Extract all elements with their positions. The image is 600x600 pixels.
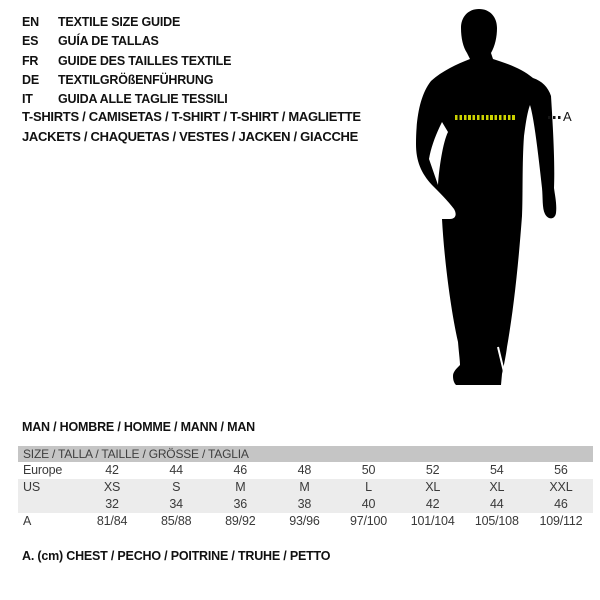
footnote-chest: A. (cm) CHEST / PECHO / POITRINE / TRUHE / PETTO [22,549,331,563]
size-cell: 97/100 [350,514,388,528]
size-cell: 42 [425,497,440,511]
measure-connector-dashes [548,116,561,119]
size-cell: XL [489,480,505,494]
table-row-chest [18,513,593,530]
table-row-numeric [18,496,593,513]
language-label: GUÍA DE TALLAS [58,34,159,49]
row-label: A [23,514,32,528]
size-cell: 46 [554,497,568,511]
language-item [22,13,231,32]
language-item [22,71,231,90]
chest-measure-line [455,115,516,120]
category-titles [22,107,361,147]
category-title-jackets: JACKETS / CHAQUETAS / VESTES / JACKEN / GIACCHE [22,129,358,144]
size-cell: 93/96 [289,514,320,528]
size-cell: 54 [490,463,504,477]
language-label: GUIDA ALLE TAGLIE TESSILI [58,92,228,107]
language-code: ES [22,34,39,49]
size-table [18,446,593,530]
language-label: TEXTILGRÖßENFÜHRUNG [58,72,214,87]
size-cell: M [299,480,310,494]
size-table-header: SIZE / TALLA / TAILLE / GRÖSSE / TAGLIA [18,446,593,462]
size-cell: XL [425,480,441,494]
language-guide [22,13,231,109]
size-cell: XS [103,480,121,494]
size-cell: 34 [169,497,183,511]
size-cell: L [365,480,372,494]
language-label: TEXTILE SIZE GUIDE [58,15,181,29]
language-item [22,52,231,71]
measure-label-a: A [563,109,572,124]
size-cell: XXL [549,480,573,494]
size-cell: S [172,480,181,494]
row-label: Europe [23,463,63,477]
language-code: EN [22,15,39,29]
size-cell: 36 [233,497,248,511]
size-cell: 44 [490,497,504,511]
size-cell: M [235,480,246,494]
language-code: FR [22,53,39,68]
size-cell: 101/104 [410,514,455,528]
silhouette-path [416,9,556,385]
size-cell: 42 [105,463,119,477]
size-cell: 44 [169,463,183,477]
table-row-us [18,479,593,496]
row-label [18,496,80,513]
man-silhouette [412,8,562,398]
size-cell: 89/92 [225,514,256,528]
size-cell: 32 [105,497,119,511]
language-item [22,32,231,51]
size-cell: 56 [554,463,568,477]
row-label: US [23,480,40,494]
size-cell: 109/112 [539,514,583,528]
size-cell: 81/84 [96,514,128,528]
size-cell: 52 [425,463,440,477]
size-cell: 46 [233,463,248,477]
category-title-tshirts: T-SHIRTS / CAMISETAS / T-SHIRT / T-SHIRT / MAGLIETTE [22,109,361,124]
section-title-man: MAN / HOMBRE / HOMME / MANN / MAN [22,420,255,434]
language-label: GUIDE DES TAILLES TEXTILE [58,53,232,68]
size-cell: 105/108 [474,514,519,528]
size-cell: 38 [297,497,312,511]
language-code: DE [22,72,39,87]
man-silhouette-svg [412,8,562,398]
table-row-europe [18,462,593,479]
language-code: IT [22,92,33,107]
size-cell: 48 [297,463,312,477]
size-cell: 50 [361,463,376,477]
size-cell: 40 [361,497,376,511]
size-cell: 85/88 [161,514,192,528]
